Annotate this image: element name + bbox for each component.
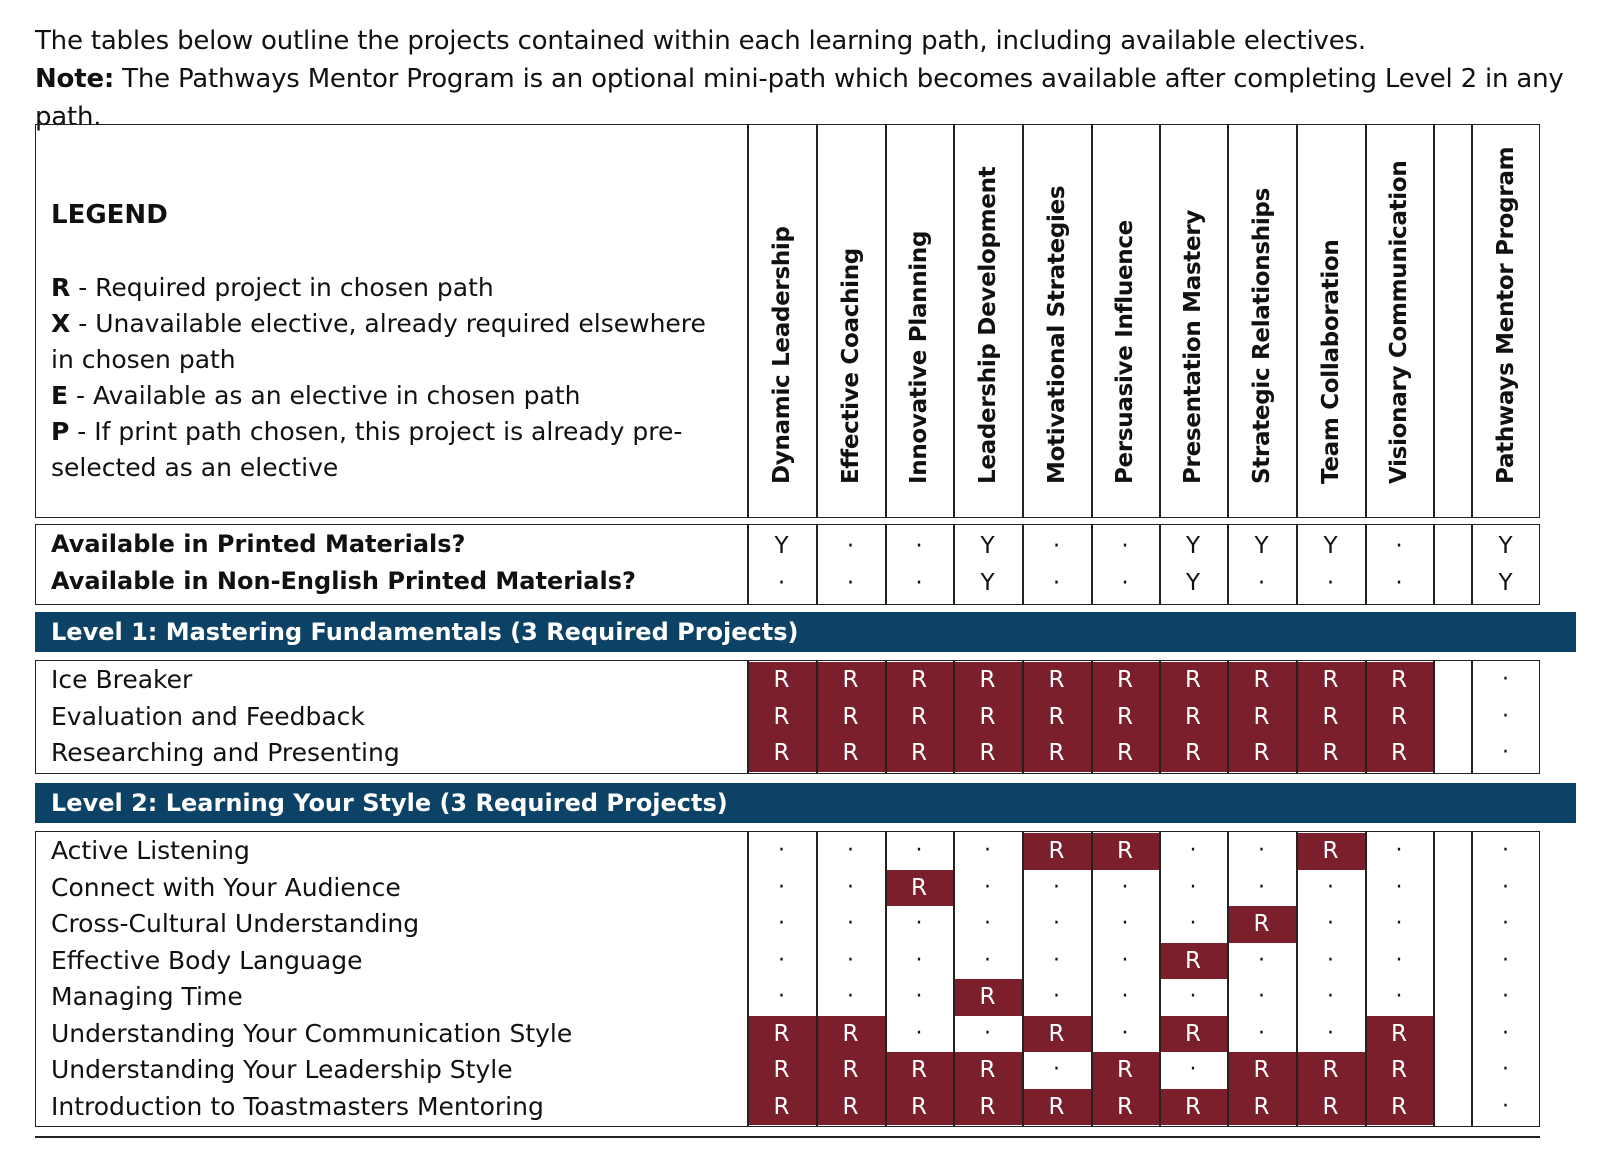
legend-key: R — [51, 273, 71, 302]
legend-item — [51, 306, 711, 378]
project-cell: · — [1258, 874, 1265, 900]
column-divider — [1296, 660, 1298, 774]
project-cell: · — [1502, 838, 1509, 863]
column-header — [1433, 124, 1471, 516]
required-cell: R — [747, 1089, 816, 1126]
legend-key: P — [51, 417, 70, 446]
required-cell: R — [816, 699, 885, 736]
column-divider — [747, 124, 749, 518]
column-divider — [953, 660, 955, 774]
project-cell: · — [778, 911, 785, 936]
project-label: Cross-Cultural Understanding — [51, 909, 420, 938]
project-cell: · — [1189, 1057, 1197, 1082]
column-divider — [1022, 831, 1024, 1127]
legend-text: - Required project in chosen path — [70, 273, 494, 302]
required-cell: R — [747, 662, 816, 699]
legend — [51, 270, 711, 486]
availability-cell: · — [915, 570, 923, 596]
required-cell: R — [885, 870, 953, 907]
project-cell: · — [847, 947, 854, 973]
project-cell: · — [1121, 1020, 1129, 1046]
column-divider — [1365, 524, 1367, 605]
required-cell: R — [1091, 735, 1159, 772]
project-cell: · — [1502, 947, 1509, 973]
legend-text: - Available as an elective in chosen path — [68, 381, 581, 410]
column-divider — [1159, 660, 1161, 774]
column-divider — [885, 124, 887, 518]
column-divider — [1433, 831, 1435, 1127]
column-divider — [885, 831, 887, 1127]
column-header — [1159, 124, 1227, 516]
required-cell: R — [1091, 833, 1159, 870]
column-divider — [1471, 124, 1473, 518]
column-header-label: Pathways Mentor Program — [1492, 146, 1519, 484]
intro-line-1: The tables below outline the projects contained within each learning path, including available electives. — [35, 26, 1366, 56]
project-label: Active Listening — [51, 836, 250, 865]
availability-cell: Y — [1185, 533, 1201, 559]
column-header — [747, 124, 816, 516]
legend-item — [51, 414, 711, 486]
availability-cell: Y — [1498, 533, 1513, 559]
column-header — [885, 124, 953, 516]
availability-cell: · — [1121, 570, 1129, 596]
project-label: Understanding Your Communication Style — [51, 1018, 573, 1048]
project-cell: · — [1053, 874, 1060, 900]
required-cell: R — [1091, 662, 1159, 699]
column-divider — [1091, 831, 1093, 1127]
column-divider — [1227, 524, 1229, 605]
required-cell: R — [885, 1052, 953, 1089]
column-divider — [1433, 660, 1435, 774]
column-divider — [1433, 524, 1435, 605]
project-cell: · — [1502, 1020, 1509, 1046]
project-cell: · — [1121, 947, 1129, 973]
required-cell: R — [1365, 1016, 1433, 1053]
required-cell: R — [1227, 906, 1296, 943]
legend-item — [51, 378, 711, 414]
level-header: Level 1: Mastering Fundamentals (3 Required Projects) — [35, 612, 1576, 652]
column-divider — [1365, 124, 1367, 518]
project-cell: · — [1189, 984, 1197, 1009]
note-label: Note: — [35, 64, 115, 94]
column-divider — [816, 660, 818, 774]
required-cell: R — [1022, 833, 1091, 870]
required-cell: R — [885, 735, 953, 772]
project-cell: · — [1502, 740, 1509, 765]
column-divider — [816, 524, 818, 605]
required-cell: R — [1365, 1089, 1433, 1126]
required-cell: R — [1365, 735, 1433, 772]
project-cell: · — [1053, 947, 1060, 973]
project-cell: · — [915, 1020, 923, 1046]
availability-cell: · — [846, 533, 855, 559]
required-cell: R — [885, 699, 953, 736]
required-cell: R — [953, 735, 1022, 772]
availability-cell: Y — [1185, 570, 1201, 596]
pathways-table — [35, 124, 1576, 1174]
project-cell: · — [1502, 984, 1509, 1009]
project-cell — [1433, 1089, 1471, 1126]
legend-key: E — [51, 381, 69, 410]
project-cell: · — [1327, 911, 1334, 936]
project-cell: · — [1189, 838, 1197, 863]
project-cell: · — [1395, 874, 1403, 900]
required-cell: R — [953, 1089, 1022, 1126]
required-cell: R — [1091, 699, 1159, 736]
availability-cell: Y — [1498, 570, 1513, 596]
project-cell: · — [984, 1020, 991, 1046]
project-cell: · — [1121, 911, 1129, 936]
column-header — [1296, 124, 1365, 516]
required-cell: R — [1091, 1089, 1159, 1126]
project-cell: · — [1395, 911, 1403, 936]
project-label: Managing Time — [51, 982, 243, 1011]
required-cell: R — [1296, 662, 1365, 699]
required-cell: R — [953, 1052, 1022, 1089]
required-cell: R — [1296, 1089, 1365, 1126]
column-divider — [816, 124, 818, 518]
column-header — [1091, 124, 1159, 516]
legend-item — [51, 270, 711, 306]
project-label: Connect with Your Audience — [51, 872, 401, 902]
availability-cell: · — [1257, 570, 1266, 596]
project-cell — [1433, 979, 1471, 1016]
project-cell: · — [984, 874, 991, 900]
required-cell: R — [1022, 735, 1091, 772]
project-label: Researching and Presenting — [51, 738, 400, 767]
required-cell: R — [816, 735, 885, 772]
column-divider — [1091, 524, 1093, 605]
project-cell — [1433, 1016, 1471, 1053]
project-cell: · — [1053, 984, 1060, 1009]
project-cell: · — [1327, 947, 1334, 973]
column-header — [1471, 124, 1540, 516]
column-divider — [1296, 831, 1298, 1127]
required-cell: R — [953, 662, 1022, 699]
project-cell — [1433, 833, 1471, 870]
required-cell: R — [1022, 1016, 1091, 1053]
project-cell: · — [915, 947, 923, 973]
project-cell: · — [1395, 838, 1403, 863]
availability-cell: Y — [1323, 533, 1338, 559]
required-cell: R — [1022, 699, 1091, 736]
project-cell: · — [1053, 1057, 1060, 1082]
column-divider — [816, 831, 818, 1127]
required-cell: R — [1227, 1089, 1296, 1126]
project-cell: · — [1327, 1020, 1334, 1046]
availability-cell: Y — [774, 533, 789, 559]
column-divider — [1227, 660, 1229, 774]
project-cell — [1433, 906, 1471, 943]
column-divider — [1471, 524, 1473, 605]
availability-cell: · — [777, 570, 786, 596]
column-header-label: Presentation Mastery — [1180, 209, 1206, 484]
note-text: The Pathways Mentor Program is an optional mini-path which becomes available after completing Level 2 in any path. — [35, 64, 1564, 132]
required-cell: R — [1296, 699, 1365, 736]
column-divider — [1471, 660, 1473, 774]
project-cell — [1433, 699, 1471, 736]
project-cell: · — [847, 874, 854, 900]
availability-label: Available in Printed Materials? — [51, 530, 466, 558]
intro-text — [35, 22, 1600, 136]
project-cell: · — [1502, 911, 1509, 936]
required-cell: R — [1159, 943, 1227, 980]
project-cell: · — [1121, 874, 1129, 900]
required-cell: R — [747, 1052, 816, 1089]
required-cell: R — [1022, 662, 1091, 699]
column-divider — [747, 524, 749, 605]
column-divider — [1022, 660, 1024, 774]
availability-cell: · — [915, 533, 923, 559]
column-divider — [747, 831, 749, 1127]
required-cell: R — [1365, 1052, 1433, 1089]
project-cell: · — [1502, 1093, 1509, 1119]
project-cell: · — [1502, 1057, 1509, 1082]
availability-cell: · — [846, 570, 855, 596]
column-divider — [1159, 831, 1161, 1127]
availability-cell: · — [1326, 570, 1335, 596]
project-cell: · — [1258, 838, 1265, 863]
project-label: Effective Body Language — [51, 945, 363, 975]
project-cell: · — [847, 838, 854, 863]
project-cell: · — [915, 838, 923, 863]
required-cell: R — [816, 1016, 885, 1053]
required-cell: R — [1227, 699, 1296, 736]
project-cell: · — [1258, 984, 1265, 1009]
column-divider — [1091, 124, 1093, 518]
availability-cell: · — [1395, 533, 1403, 559]
column-divider — [1091, 660, 1093, 774]
project-cell: · — [1502, 874, 1509, 900]
availability-label: Available in Non-English Printed Materials? — [51, 567, 636, 595]
column-divider — [1022, 524, 1024, 605]
legend-text: - If print path chosen, this project is already pre-selected as an elective — [51, 417, 683, 482]
project-cell: · — [915, 911, 923, 936]
column-header — [1022, 124, 1091, 516]
legend-text: - Unavailable elective, already required elsewhere in chosen path — [51, 309, 706, 374]
project-cell — [1433, 870, 1471, 907]
column-divider — [1471, 831, 1473, 1127]
required-cell: R — [1022, 1089, 1091, 1126]
legend-title: LEGEND — [51, 200, 168, 230]
column-divider — [747, 660, 749, 774]
required-cell: R — [1296, 735, 1365, 772]
project-cell — [1433, 1052, 1471, 1089]
required-cell: R — [1365, 662, 1433, 699]
project-cell: · — [984, 947, 991, 973]
required-cell: R — [1227, 1052, 1296, 1089]
project-cell: · — [1053, 911, 1060, 936]
column-header — [1227, 124, 1296, 516]
column-divider — [953, 524, 955, 605]
project-cell: · — [778, 874, 785, 900]
required-cell: R — [953, 979, 1022, 1016]
column-divider — [885, 660, 887, 774]
column-header — [953, 124, 1022, 516]
column-header-label: Team Collaboration — [1317, 239, 1344, 484]
project-label: Understanding Your Leadership Style — [51, 1055, 513, 1084]
project-cell: · — [1395, 947, 1403, 973]
column-divider — [1365, 660, 1367, 774]
project-cell: · — [847, 984, 854, 1009]
project-cell: · — [1327, 984, 1334, 1009]
required-cell: R — [1159, 699, 1227, 736]
availability-cell: · — [1121, 533, 1129, 559]
availability-cell: · — [1395, 570, 1403, 596]
availability-cell: Y — [980, 570, 995, 596]
column-header-label: Visionary Communication — [1386, 160, 1412, 484]
project-cell: · — [984, 911, 991, 936]
level-header: Level 2: Learning Your Style (3 Required Projects) — [35, 783, 1576, 823]
availability-cell: · — [1052, 533, 1061, 559]
required-cell: R — [747, 1016, 816, 1053]
column-header-label: Dynamic Leadership — [768, 226, 795, 484]
project-cell: · — [1258, 947, 1265, 973]
column-header — [1365, 124, 1433, 516]
project-label: Introduction to Toastmasters Mentoring — [51, 1091, 544, 1121]
required-cell: R — [1296, 833, 1365, 870]
project-label: Ice Breaker — [51, 665, 193, 694]
column-header — [816, 124, 885, 516]
project-cell: · — [778, 947, 785, 973]
required-cell: R — [1227, 735, 1296, 772]
project-cell: · — [1502, 667, 1509, 692]
column-divider — [1227, 831, 1229, 1127]
project-cell: · — [1189, 911, 1197, 936]
required-cell: R — [885, 1089, 953, 1126]
required-cell: R — [1159, 735, 1227, 772]
column-header-label: Innovative Planning — [906, 230, 932, 484]
column-divider — [1159, 124, 1161, 518]
required-cell: R — [816, 662, 885, 699]
project-cell: · — [1189, 874, 1197, 900]
project-cell: · — [1121, 984, 1129, 1009]
project-cell: · — [1395, 984, 1403, 1009]
project-cell: · — [1502, 703, 1509, 729]
project-cell — [1433, 662, 1471, 699]
column-divider — [1296, 524, 1298, 605]
required-cell: R — [885, 662, 953, 699]
project-cell — [1433, 943, 1471, 980]
required-cell: R — [1227, 662, 1296, 699]
required-cell: R — [1159, 662, 1227, 699]
project-cell: · — [778, 984, 785, 1009]
project-cell — [1433, 735, 1471, 772]
project-cell: · — [847, 911, 854, 936]
column-divider — [1022, 124, 1024, 518]
column-header-label: Leadership Development — [974, 166, 1001, 484]
required-cell: R — [1365, 699, 1433, 736]
required-cell: R — [1159, 1089, 1227, 1126]
project-label: Evaluation and Feedback — [51, 701, 365, 731]
legend-key: X — [51, 309, 71, 338]
required-cell: R — [1296, 1052, 1365, 1089]
project-cell: · — [1258, 1020, 1265, 1046]
column-divider — [885, 524, 887, 605]
required-cell: R — [953, 699, 1022, 736]
column-header-label: Motivational Strategies — [1043, 185, 1070, 484]
column-header-label: Persuasive Influence — [1112, 220, 1138, 484]
project-cell: · — [1327, 874, 1334, 900]
project-cell: · — [778, 838, 785, 863]
column-divider — [1159, 524, 1161, 605]
availability-cell: Y — [980, 533, 995, 559]
project-cell: · — [915, 984, 923, 1009]
column-header-label: Effective Coaching — [837, 248, 864, 484]
table-bottom-rule — [35, 1136, 1540, 1138]
column-divider — [1365, 831, 1367, 1127]
required-cell: R — [816, 1089, 885, 1126]
availability-cell: Y — [1254, 533, 1269, 559]
required-cell: R — [747, 735, 816, 772]
required-cell: R — [816, 1052, 885, 1089]
column-divider — [1296, 124, 1298, 518]
column-divider — [1227, 124, 1229, 518]
availability-cell: · — [1052, 570, 1061, 596]
column-divider — [953, 831, 955, 1127]
required-cell: R — [747, 699, 816, 736]
column-header-label: Strategic Relationships — [1248, 188, 1275, 484]
project-cell: · — [984, 838, 991, 863]
required-cell: R — [1159, 1016, 1227, 1053]
column-divider — [953, 124, 955, 518]
column-divider — [1433, 124, 1435, 518]
required-cell: R — [1091, 1052, 1159, 1089]
